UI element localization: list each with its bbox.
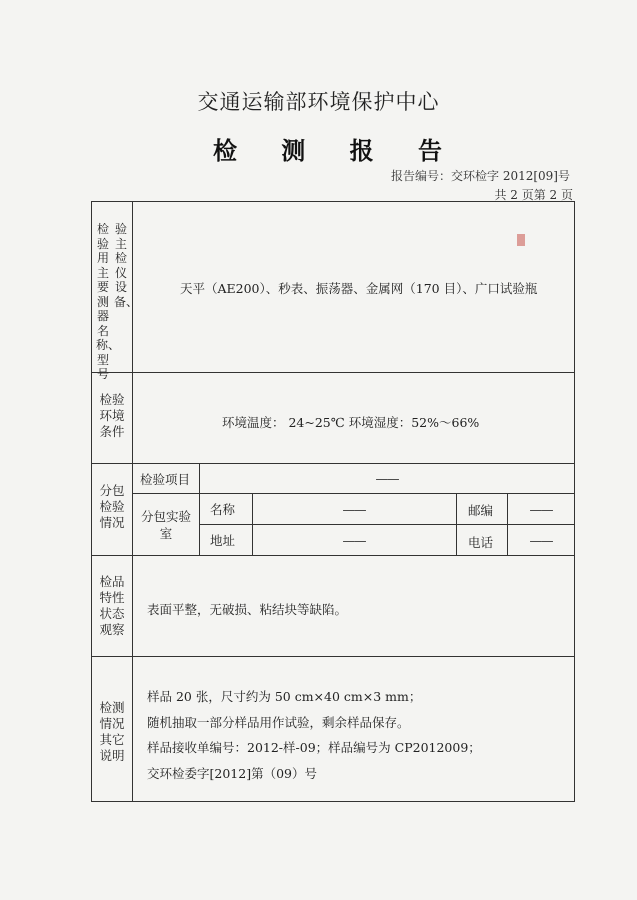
row-divider: [91, 372, 575, 373]
subcontract-divider: [199, 524, 575, 525]
label-column-divider: [132, 201, 133, 802]
sample-state-label: 检品特性状态观察: [99, 574, 125, 637]
inspection-items-label: 检验项目: [140, 472, 191, 487]
organization-name: 交通运输部环境保护中心: [197, 90, 440, 114]
phone-label: 电话: [468, 535, 494, 550]
lab-name-value: ——: [342, 502, 366, 517]
equipment-label-col2: 验主检仪设备、: [114, 222, 139, 309]
lab-address-label: 地址: [210, 533, 236, 548]
subcontract-label: 分包检验情况: [99, 483, 125, 530]
row-divider: [91, 463, 575, 464]
note-line: 随机抽取一部分样品用作试验，剩余样品保存。: [147, 715, 410, 730]
seal-mark: [517, 234, 525, 246]
equipment-value: 天平（AE200）、秒表、振荡器、金属网（170 目）、广口试验瓶: [180, 281, 538, 296]
row-divider: [91, 656, 575, 657]
environment-label: 检验环境条件: [99, 392, 125, 439]
report-number: 报告编号：交环检字 2012[09]号: [391, 169, 570, 183]
note-line: 交环检委字[2012]第（09）号: [147, 766, 317, 781]
environment-value: 环境温度： 24~25℃ 环境湿度：52%～66%: [222, 415, 480, 430]
report-title: 检 测 报 告: [212, 136, 461, 165]
page-info: 共 2 页第 2 页: [494, 188, 573, 202]
postcode-value: ——: [529, 502, 553, 517]
postcode-label: 邮编: [468, 503, 494, 518]
note-line: 样品 20 张，尺寸约为 50 cm×40 cm×3 mm；: [147, 689, 422, 704]
other-notes-label: 检测情况其它说明: [99, 700, 125, 763]
inspection-items-value: ——: [375, 471, 399, 486]
note-line: 样品接收单编号：2012-样-09；样品编号为 CP2012009；: [147, 740, 481, 755]
phone-value: ——: [529, 533, 553, 548]
lab-name-label: 名称: [210, 502, 236, 517]
row-divider: [91, 555, 575, 556]
subcontract-lab-label: 分包实验室: [140, 509, 191, 541]
subcontract-divider: [456, 493, 457, 555]
equipment-label-col1: 检验用主要测器名称、型号: [96, 222, 121, 381]
lab-address-value: ——: [342, 533, 366, 548]
sample-state-value: 表面平整，无破损、粘结块等缺陷。: [147, 602, 348, 617]
